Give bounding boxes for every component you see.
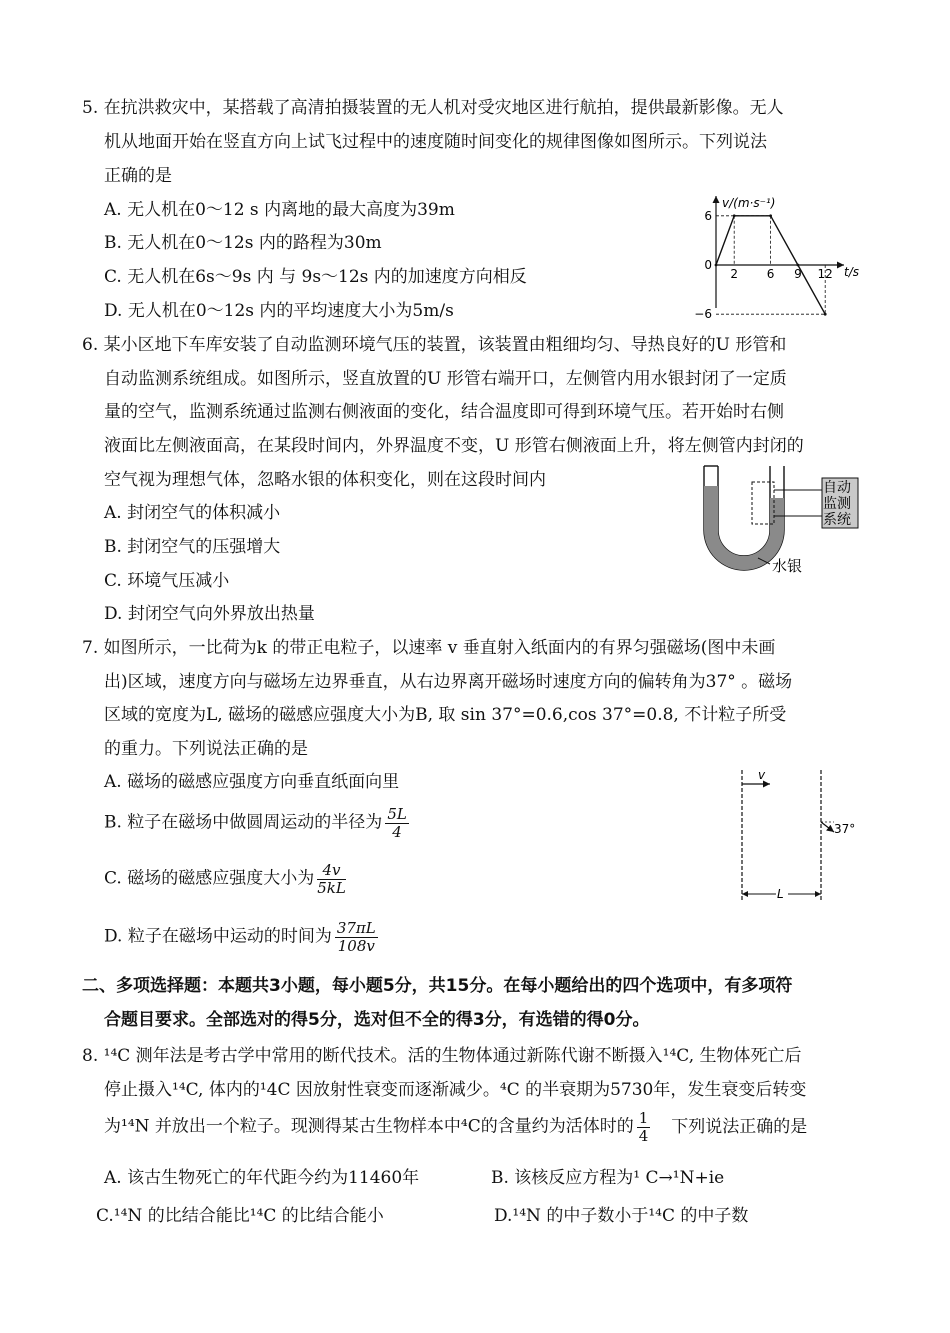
q6-box-label-2: 监测 — [823, 496, 851, 512]
q5-y-tick-label: 6 — [704, 208, 712, 223]
q5-x-tick-label: 6 — [766, 267, 775, 281]
q8-option-a: A. 该古生物死亡的年代距今约为11460年 — [104, 1168, 420, 1188]
q7-option-d-fraction: $\frac{37\pi L}{108v}$ — [336, 919, 376, 955]
q8-option-b: B. 该核反应方程为¹ C→¹N+ie — [491, 1168, 725, 1188]
q7-stem-line-4: 的重力。下列说法正确的是 — [104, 739, 308, 759]
q8-option-c: C.¹⁴N 的比结合能比¹⁴C 的比结合能小 — [96, 1206, 384, 1226]
q5-option-b: B. 无人机在0～12s 内的路程为30m — [104, 233, 382, 253]
q5-data-point — [733, 214, 736, 217]
q7-magnetic-field-figure — [730, 766, 870, 908]
q7-option-c-text: C. 磁场的磁感应强度大小为 — [104, 868, 315, 889]
q7-v-label: v — [758, 768, 766, 782]
q5-data-point — [715, 264, 718, 267]
q5-x-tick-label: 12 — [817, 267, 833, 281]
q6-stem-line-5: 空气视为理想气体，忽略水银的体积变化，则在这段时间内 — [104, 470, 546, 490]
q7-option-b-fraction: $\frac{5L}{4}$ — [387, 805, 407, 841]
q7-exit-arrow — [821, 822, 834, 832]
q5-x-axis-label: t/s — [844, 265, 859, 279]
q8-stem-line-3-end: 下列说法正确的是 — [671, 1116, 808, 1137]
q7-option-a: A. 磁场的磁感应强度方向垂直纸面向里 — [104, 772, 400, 792]
q8-stem-line-3-text: 为¹⁴N 并放出一个粒子。现测得某古生物样本中⁴C的含量约为活体时的 — [104, 1116, 634, 1137]
q5-stem-line-2: 机从地面开始在竖直方向上试飞过程中的速度随时间变化的规律图像如图所示。下列说法 — [104, 132, 767, 152]
q7-option-c-fraction: $\frac{4v}{5kL}$ — [317, 861, 346, 897]
q5-y-tick-label: −6 — [694, 307, 712, 322]
q5-option-a: A. 无人机在0～12 s 内离地的最大高度为39m — [104, 200, 455, 220]
q5-y-axis-label: v/(m·s⁻¹) — [722, 196, 776, 210]
q6-u-tube-figure — [700, 460, 866, 590]
q5-velocity-time-graph — [694, 190, 898, 322]
section-2-heading-line-1: 二、多项选择题：本题共3小题，每小题5分，共15分。在每小题给出的四个选项中，有多项符 — [82, 976, 793, 996]
q5-y-tick-label: 0 — [704, 258, 712, 272]
q5-option-d: D. 无人机在0～12s 内的平均速度大小为5m/s — [104, 301, 454, 321]
q8-stem-line-3 — [104, 1110, 807, 1144]
q6-stem-line-2: 自动监测系统组成。如图所示，竖直放置的U 形管右端开口，左侧管内用水银封闭了一定质 — [104, 369, 787, 389]
q5-data-point — [769, 214, 772, 217]
q7-stem-line-3: 区域的宽度为L, 磁场的磁感应强度大小为B, 取 sin 37°=0.6,cos 37°=0.8, 不计粒子所受 — [104, 705, 787, 725]
q6-option-d: D. 封闭空气向外界放出热量 — [104, 604, 315, 624]
q5-data-point — [824, 313, 827, 316]
q5-option-c: C. 无人机在6s～9s 内 与 9s～12s 内的加速度方向相反 — [104, 267, 527, 287]
q6-option-b: B. 封闭空气的压强增大 — [104, 537, 281, 557]
q5-data-point — [797, 264, 800, 267]
q6-box-label-3: 系统 — [823, 512, 851, 528]
q7-option-b — [104, 806, 412, 840]
q8-one-quarter-fraction: $\frac{1}{4}$ — [638, 1109, 649, 1145]
q6-stem-line-1: 6. 某小区地下车库安装了自动监测环境气压的装置，该装置由粗细均匀、导热良好的U 形管和 — [82, 335, 787, 355]
q6-stem-line-4: 液面比左侧液面高，在某段时间内，外界温度不变，U 形管右侧液面上升，将左侧管内封闭的 — [104, 436, 804, 456]
q7-option-c — [104, 862, 349, 896]
q7-option-d-text: D. 粒子在磁场中运动的时间为 — [104, 926, 332, 947]
q5-stem-line-1: 5. 在抗洪救灾中，某搭载了高清拍摄装置的无人机对受灾地区进行航拍，提供最新影像。无人 — [82, 98, 784, 118]
q8-stem-line-1: 8. ¹⁴C 测年法是考古学中常用的断代技术。活的生物体通过新陈代谢不断摄入¹⁴C, 生物体死亡后 — [82, 1046, 802, 1066]
q5-stem-line-3: 正确的是 — [104, 166, 172, 186]
q6-option-c: C. 环境气压减小 — [104, 571, 230, 591]
q6-mercury-label: 水银 — [772, 557, 803, 575]
q7-L-label: L — [777, 887, 784, 901]
q6-box-label-1: 自动 — [823, 480, 851, 496]
q6-stem-line-3: 量的空气，监测系统通过监测右侧液面的变化，结合温度即可得到环境气压。若开始时右侧 — [104, 402, 784, 422]
q5-x-tick-label: 2 — [730, 267, 739, 281]
q7-option-d — [104, 920, 381, 954]
q8-stem-line-2: 停止摄入¹⁴C, 体内的¹4C 因放射性衰变而逐渐减少。⁴C 的半衰期为5730年，发生衰变后转变 — [104, 1080, 807, 1100]
q7-option-b-text: B. 粒子在磁场中做圆周运动的半径为 — [104, 812, 383, 833]
q7-stem-line-2: 出)区域，速度方向与磁场左边界垂直，从右边界离开磁场时速度方向的偏转角为37° 。磁场 — [104, 672, 793, 692]
q7-angle-label: 37° — [834, 822, 856, 836]
q5-x-tick-label: 9 — [794, 267, 802, 281]
q8-option-d: D.¹⁴N 的中子数小于¹⁴C 的中子数 — [494, 1206, 749, 1226]
section-2-heading-line-2: 合题目要求。全部选对的得5分，选对但不全的得3分，有选错的得0分。 — [104, 1010, 650, 1030]
q7-stem-line-1: 7. 如图所示，一比荷为k 的带正电粒子，以速率 v 垂直射入纸面内的有界匀强磁场(图中未画 — [82, 638, 776, 658]
q6-option-a: A. 封闭空气的体积减小 — [104, 503, 281, 523]
